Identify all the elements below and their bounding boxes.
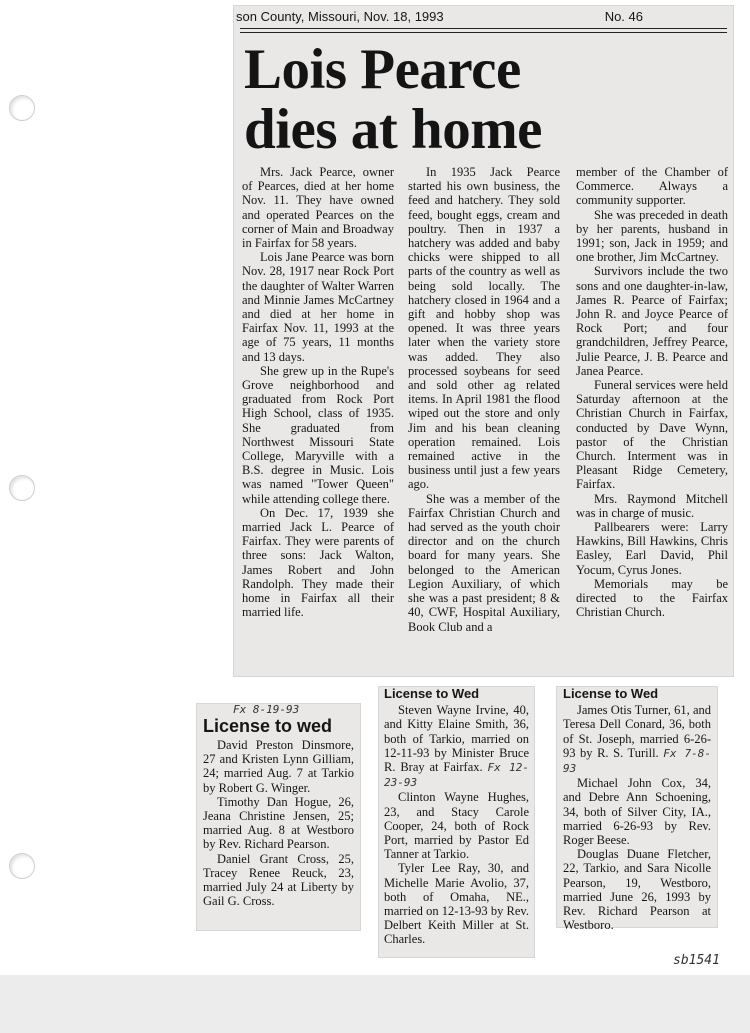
license-entry: Timothy Dan Hogue, 26, Jeana Christine Jensen, 25; married Aug. 8 at Westboro by Rev. Richard Pearson. <box>203 794 354 852</box>
license-clipping-left <box>197 704 360 930</box>
license-clipping-right <box>557 686 717 933</box>
handwritten-date: Fx 8-19-93 <box>233 703 300 716</box>
license-entry-text: James Otis Turner, 61, and Teresa Dell Conard, 36, both of St. Joseph, married 6-26-93 by R. S. Turill. <box>563 703 711 760</box>
license-heading: License to Wed <box>563 686 659 701</box>
paragraph: Mrs. Jack Pearce, owner of Pearces, died at her home Nov. 11. They have owned and operated Pearces on the corner of Main and Broadway in Fairfax for 58 years. <box>242 165 394 251</box>
license-entry: Tyler Lee Ray, 30, and Michelle Marie Avolio, 37, both of Omaha, NE., married on 12-13-93 by Rev. Delbert Keith Miller at St. Charles. <box>384 861 529 947</box>
obituary-clipping <box>234 6 733 676</box>
obituary-headline <box>244 40 714 160</box>
license-entry <box>384 703 529 790</box>
paragraph-continuation: member of the Chamber of Commerce. Always a community supporter. <box>576 165 728 208</box>
header-rule-top <box>240 28 727 29</box>
paragraph: Lois Jane Pearce was born Nov. 28, 1917 near Rock Port the daughter of Walter Warren and Minnie James McCartney and died at her home in Fairfax Nov. 11, 1993 at the age of 75 years, 11 months and 13 days. <box>242 250 394 364</box>
license-entry: Michael John Cox, 34, and Debre Ann Schoening, 34, both of Silver City, IA., married 6-26-93 by Rev. Roger Beese. <box>563 776 711 848</box>
paragraph: She was preceded in death by her parents, husband in 1991; son, Jack in 1959; and one brother, Jim McCartney. <box>576 207 728 265</box>
archive-id: sb1541 <box>673 953 720 968</box>
paragraph: She was a member of the Fairfax Christian Church and had served as the youth choir director and on the church board for many years. She belonged to the American Legion Auxiliary, of which she was a past president; 8 & 40, CWF, Hospital Auxiliary, Book Club and a <box>408 491 560 634</box>
license-entry <box>563 703 711 776</box>
page-number: No. 46 <box>604 9 643 24</box>
headline-line-1: Lois Pearce <box>244 38 521 101</box>
license-entry: Douglas Duane Fletcher, 22, Tarkio, and Sara Nicolle Pearson, 19, Westboro, married June 26, 1993 by Rev. Richard Pearson at Westboro. <box>563 847 711 933</box>
paragraph: On Dec. 17, 1939 she married Jack L. Pearce of Fairfax. They were parents of three sons: Jack Walton, James Robert and John Randolph. They made their home in Fairfax all their married life. <box>242 505 394 620</box>
headline-line-2: dies at home <box>244 98 542 161</box>
paragraph: Mrs. Raymond Mitchell was in charge of music. <box>576 491 728 520</box>
license-entry: Daniel Grant Cross, 25, Tracey Renee Reuck, 23, married July 24 at Liberty by Gail G. Cross. <box>203 851 354 909</box>
dateline: son County, Missouri, Nov. 18, 1993 <box>236 9 444 24</box>
obituary-column-2 <box>408 165 560 634</box>
binder-hole-bottom <box>9 853 35 879</box>
license-heading: License to wed <box>203 716 333 736</box>
license-entry-text: Steven Wayne Irvine, 40, and Kitty Elaine Smith, 36, both of Tarkio, married on 12-11-93 by Minister Bruce R. Bray at Fairfax. <box>384 703 529 775</box>
paragraph: She grew up in the Rupe's Grove neighborhood and graduated from Rock Port High School, class of 1935. She graduated from Northwest Missouri State College, Maryville with a B.S. degree in Music. Lois was named "Tower Queen" while attending college there. <box>242 363 394 506</box>
license-entry: Clinton Wayne Hughes, 23, and Stacy Carole Cooper, 24, both of Rock Port, married by Pastor Ed Tanner at Tarkio. <box>384 790 529 862</box>
license-heading: License to Wed <box>384 686 480 701</box>
license-entry: David Preston Dinsmore, 27 and Kristen Lynn Gilliam, 24; married Aug. 7 at Tarkio by Robert G. Winger. <box>203 738 354 795</box>
paragraph: Pallbearers were: Larry Hawkins, Bill Hawkins, Chris Easley, Earl David, Phil Yocum, Cyrus Jones. <box>576 520 728 577</box>
license-clipping-middle <box>379 687 534 957</box>
handwritten-date: Fx 7-8-93 <box>563 746 712 776</box>
obituary-column-3 <box>576 165 728 620</box>
scanner-bed-edge <box>0 975 750 1033</box>
binder-hole-top <box>9 95 35 121</box>
newspaper-header <box>234 6 733 28</box>
paragraph: Funeral services were held Saturday afternoon at the Christian Church in Fairfax, conducted by Dave Wynn, pastor of the Christian Church. Interment was in Pleasant Ridge Cemetery, Fairfax. <box>576 378 728 492</box>
binder-hole-middle <box>9 475 35 501</box>
obituary-column-1 <box>242 165 394 620</box>
paragraph: Memorials may be directed to the Fairfax Christian Church. <box>576 576 728 620</box>
handwritten-date: Fx 12-23-93 <box>384 761 529 790</box>
paragraph: In 1935 Jack Pearce started his own business, the feed and hatchery. They sold feed, bought eggs, cream and poultry. Then in 1937 a hatchery was added and baby chicks were shipped to all parts of the country as well as being sold locally. The hatchery closed in 1964 and a gift and hobby shop was opened. It was three years later when the variety store was added. They also processed soybeans for seed and sold other ag related items. In April 1981 the flood wiped out the store and only Jim and his bean cleaning operation remained. Lois remained active in the business until just a few years ago. <box>408 165 560 492</box>
paragraph: Survivors include the two sons and one daughter-in-law, James R. Pearce of Fairfax; John R. and Joyce Pearce of Rock Port; and four grandchildren, Jeffrey Pearce, Julie Pearce, J. B. Pearce and Janea Pearce. <box>576 264 728 378</box>
header-rule-bottom <box>240 32 727 33</box>
